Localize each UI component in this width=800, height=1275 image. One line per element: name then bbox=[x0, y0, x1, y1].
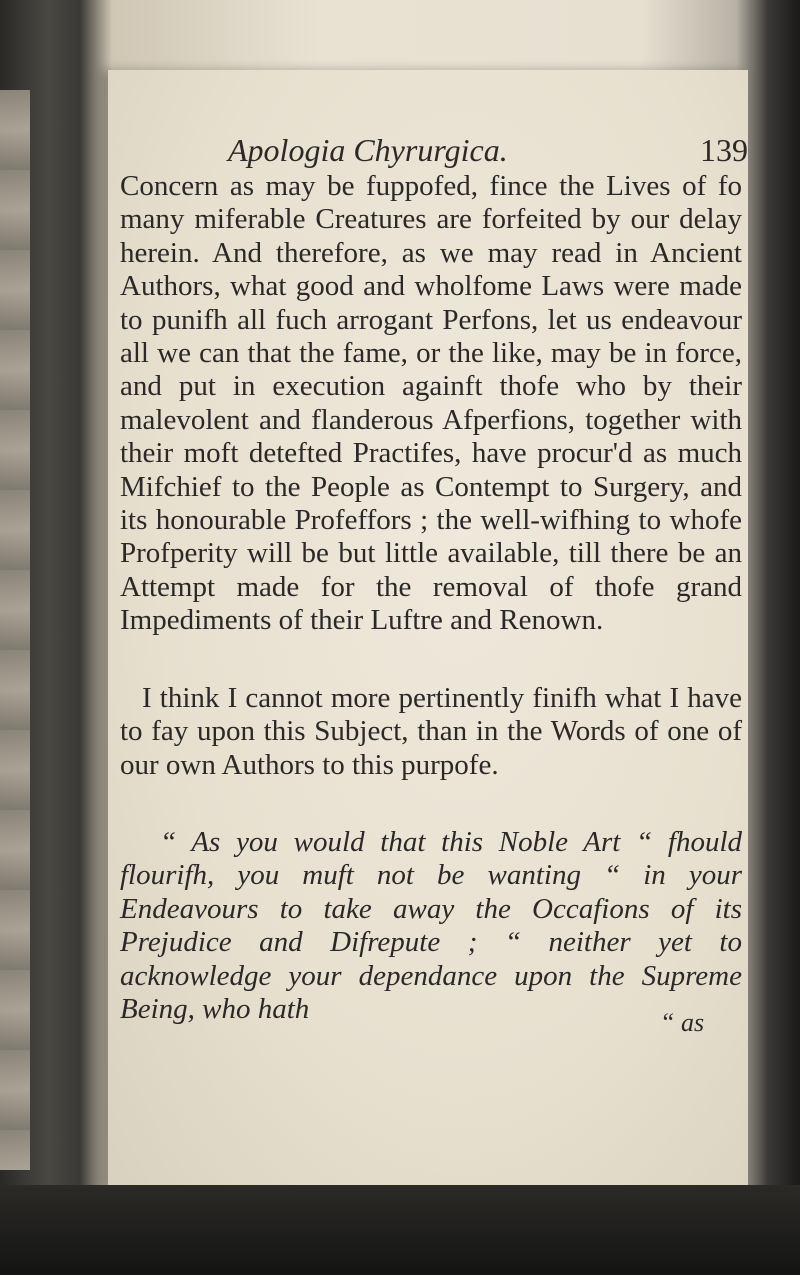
paragraph-gap bbox=[120, 782, 742, 826]
quoted-passage: “ As you would that this Noble Art “ fhould flourifh, you muft not be wanting “ in your Endeavours to take away the Occafions of its Prejudice and Difrepute ; “ neither yet to acknowledge your dependance upon the Supreme Being, who hath bbox=[120, 825, 742, 1025]
running-title: Apologia Chyrurgica. bbox=[228, 132, 508, 168]
paragraph-1: Concern as may be fuppofed, fince the Lives of fo many miferable Creatures are forfeited by our delay herein. And therefore, as we may read in Ancient Authors, what good and wholfome Laws were made to punifh all fuch arrogant Perfons, let us endeavour all we can that the fame, or the like, may be in force, and put in execution againft thofe who by their malevolent and flanderous Afperfions, together with their moft detefted Practifes, have procur'd as much Mifchief to the People as Contempt to Surgery, and its honourable Profeffors ; the well-wifhing to whofe Profperity will be but little available, till there be an Attempt made for the removal of thofe grand Impediments of their Luftre and Renown. bbox=[120, 170, 742, 637]
bottom-shadow bbox=[0, 1185, 800, 1275]
paragraph-gap bbox=[120, 638, 742, 682]
body-text bbox=[120, 170, 742, 1026]
page-number: 139 bbox=[700, 132, 748, 168]
paragraph-2: I think I cannot more pertinently finifh what I have to fay upon this Subject, than in the Words of one of our own Authors to this purpofe. bbox=[120, 681, 742, 781]
book-spine-edge bbox=[0, 90, 30, 1170]
catchword: “ as bbox=[660, 1008, 705, 1037]
